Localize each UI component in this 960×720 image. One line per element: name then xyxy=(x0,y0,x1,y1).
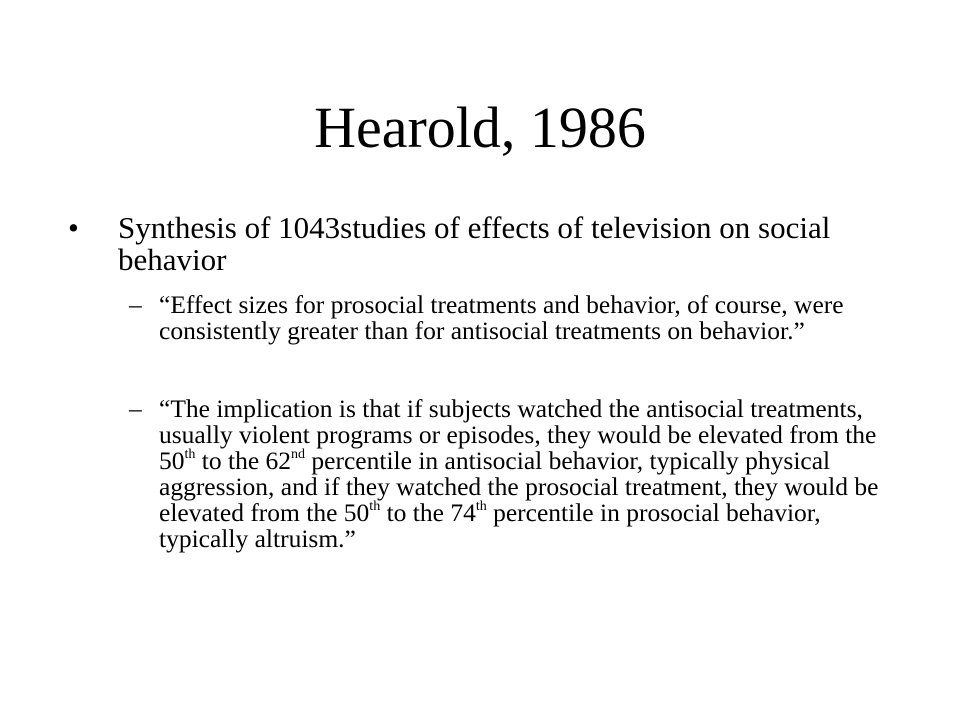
sub-bullet-item-1 xyxy=(129,290,899,345)
sub-bullet-text: “Effect sizes for prosocial treatments and behavior, of course, were consistently greater than for antisocial treatments on behavior.” xyxy=(159,290,844,345)
sub-bullet-item-2 xyxy=(129,394,899,553)
slide-title: Hearold, 1986 xyxy=(314,95,646,160)
bullet-item xyxy=(68,210,858,277)
bullet-text: Synthesis of 1043studies of effects of television on social behavior xyxy=(118,210,831,277)
sub-bullet-text: “The implication is that if subjects watched the antisocial treatments, usually violent programs or episodes, they would be elevated from the 50th to the 62nd percentile in antisocial behavior, typically physical aggression, and if they watched the prosocial treatment, they would be elevated from the 50th to the 74th percentile in prosocial behavior, typically altruism.” xyxy=(159,394,879,553)
sub-bullet-marker: – xyxy=(129,394,142,423)
sub-bullet-marker: – xyxy=(129,290,142,319)
bullet-marker: • xyxy=(68,210,79,245)
